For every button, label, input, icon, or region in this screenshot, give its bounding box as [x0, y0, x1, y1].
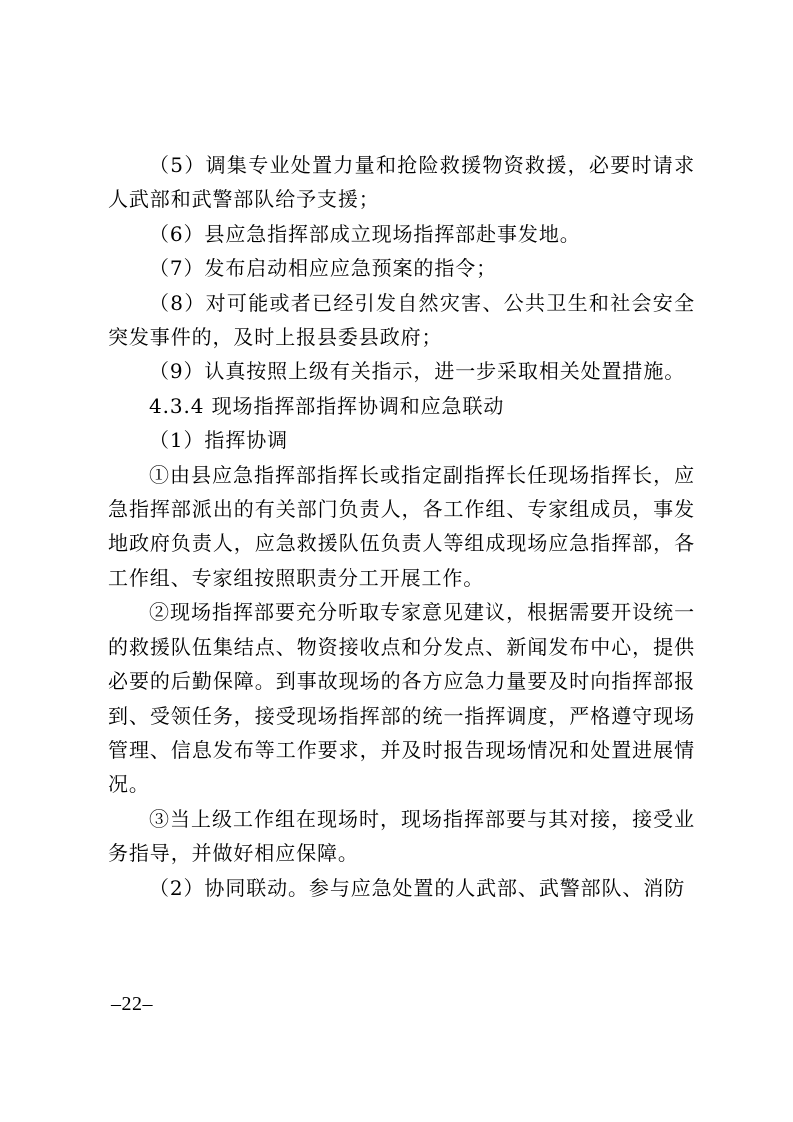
document-body	[108, 148, 695, 905]
section-heading-4-3-4: 4.3.4 现场指挥部指挥协调和应急联动	[149, 393, 505, 418]
paragraph-item-9: （9）认真按照上级有关指示，进一步采取相关处置措施。	[149, 359, 686, 384]
paragraph-circled-3: ③当上级工作组在现场时，现场指挥部要与其对接，接受业务指导，并做好相应保障。	[108, 806, 695, 866]
paragraph-item-5: （5）调集专业处置力量和抢险救援物资救援，必要时请求人武部和武警部队给予支援；	[108, 153, 695, 212]
subheading-command-coordination: （1）指挥协调	[149, 428, 289, 453]
page-number: –22–	[111, 993, 153, 1015]
paragraph-circled-1: ①由县应急指挥部指挥长或指定副指挥长任现场指挥长，应急指挥部派出的有关部门负责人，各工作组、专家组成员，事发地政府负责人，应急救援队伍负责人等组成现场应急指挥部，各工作组、专家组按照职责分工开展工作。	[108, 462, 695, 590]
paragraph-item-8: （8）对可能或者已经引发自然灾害、公共卫生和社会安全突发事件的，及时上报县委县政府；	[108, 290, 695, 350]
paragraph-item-6: （6）县应急指挥部成立现场指挥部赴事发地。	[149, 221, 581, 246]
paragraph-item-7: （7）发布启动相应应急预案的指令；	[149, 256, 498, 281]
paragraph-circled-2: ②现场指挥部要充分听取专家意见建议，根据需要开设统一的救援队伍集结点、物资接收点和分发点、新闻发布中心，提供必要的后勤保障。到事故现场的各方应急力量要及时向指挥部报到、受领任务，接受现场指挥部的统一指挥调度，严格遵守现场管理、信息发布等工作要求，并及时报告现场情况和处置进展情况。	[108, 600, 695, 797]
paragraph-coordinated-linkage: （2）协同联动。参与应急处置的人武部、武警部队、消防	[149, 875, 686, 900]
